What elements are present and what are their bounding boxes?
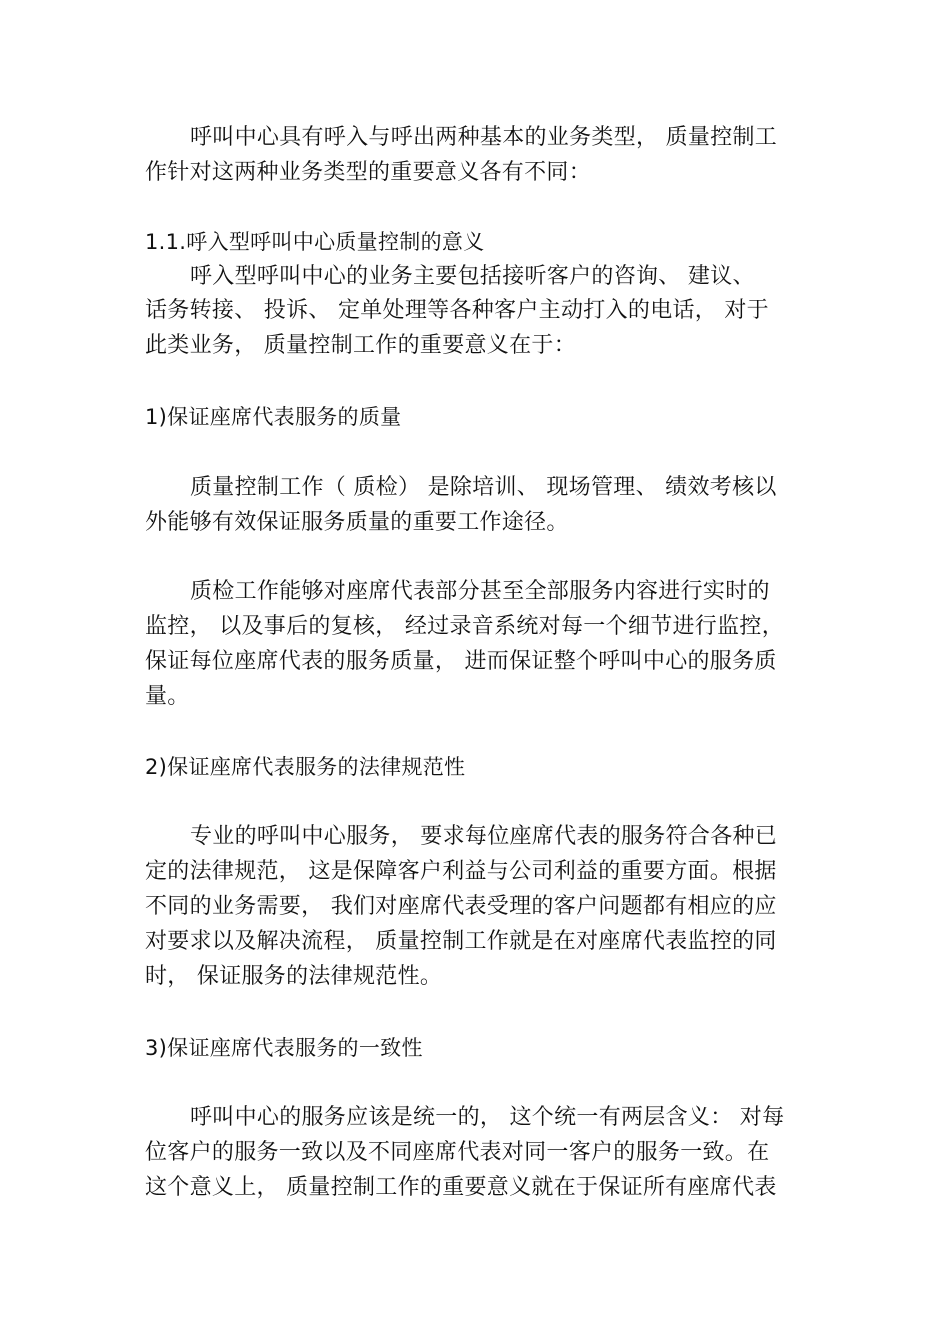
section-1-1-line-1: 呼入型呼叫中心的业务主要包括接听客户的咨询、 建议、: [190, 264, 755, 289]
item-3-line-3: 这个意义上， 质量控制工作的重要意义就在于保证所有座席代表: [145, 1175, 777, 1200]
item-2-line-4: 对要求以及解决流程， 质量控制工作就是在对座席代表监控的同: [145, 929, 777, 954]
item-heading-2: 2)保证座席代表服务的法律规范性: [145, 755, 466, 779]
section-1-1-line-2: 话务转接、 投诉、 定单处理等各种客户主动打入的电话， 对于: [145, 298, 769, 323]
item-heading-1: 1)保证座席代表服务的质量: [145, 405, 402, 429]
item-1-para-a-line-2: 外能够有效保证服务质量的重要工作途径。: [145, 510, 569, 535]
item-2-line-3: 不同的业务需要， 我们对座席代表受理的客户问题都有相应的应: [145, 894, 777, 919]
item-3-line-2: 位客户的服务一致以及不同座席代表对同一客户的服务一致。在: [145, 1140, 770, 1165]
item-2-line-1: 专业的呼叫中心服务， 要求每位座席代表的服务符合各种已: [190, 824, 778, 849]
intro-line-2: 作针对这两种业务类型的重要意义各有不同：: [145, 160, 592, 185]
item-2-line-2: 定的法律规范， 这是保障客户利益与公司利益的重要方面。根据: [145, 859, 777, 884]
intro-line-1: 呼叫中心具有呼入与呼出两种基本的业务类型， 质量控制工: [190, 125, 778, 150]
item-1-para-b-line-4: 量。: [145, 684, 190, 709]
item-2-line-5: 时， 保证服务的法律规范性。: [145, 964, 443, 989]
item-3-line-1: 呼叫中心的服务应该是统一的， 这个统一有两层含义： 对每: [190, 1105, 785, 1130]
item-1-para-b-line-3: 保证每位座席代表的服务质量， 进而保证整个呼叫中心的服务质: [145, 649, 777, 674]
item-1-para-a-line-1: 质量控制工作（ 质检） 是除培训、 现场管理、 绩效考核以: [190, 475, 777, 500]
section-1-1-line-3: 此类业务， 质量控制工作的重要意义在于：: [145, 333, 576, 358]
item-1-para-b-line-1: 质检工作能够对座席代表部分甚至全部服务内容进行实时的: [190, 579, 770, 604]
item-heading-3: 3)保证座席代表服务的一致性: [145, 1036, 423, 1060]
section-heading-1-1: 1.1.呼入型呼叫中心质量控制的意义: [145, 230, 485, 254]
item-1-para-b-line-2: 监控， 以及事后的复核， 经过录音系统对每一个细节进行监控，: [145, 614, 784, 639]
